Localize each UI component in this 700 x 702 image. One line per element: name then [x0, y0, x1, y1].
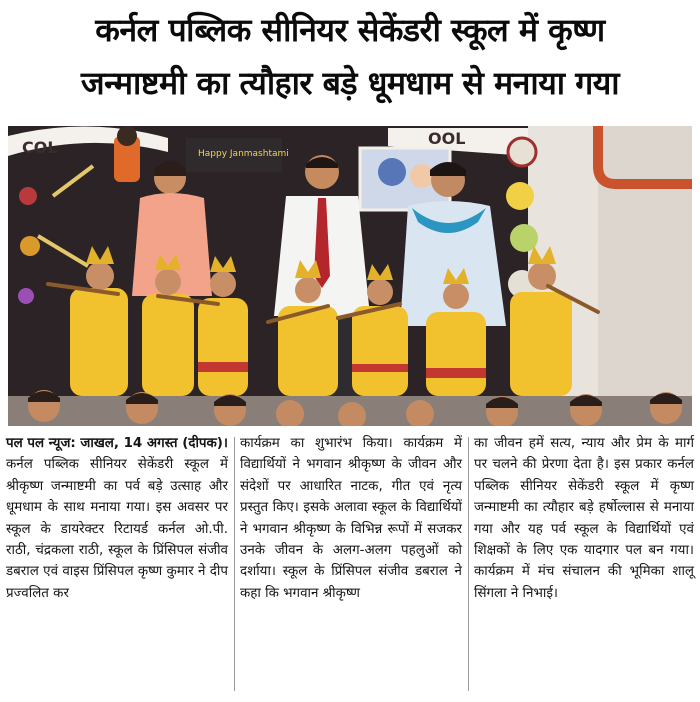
banner-text-left: COL — [22, 138, 58, 157]
article-body — [6, 433, 694, 695]
headline-line-1: कर्नल पब्लिक सीनियर सेकेंडरी स्कूल में कृष्ण — [95, 11, 605, 49]
column-divider — [468, 437, 469, 691]
event-photo — [8, 126, 692, 426]
article-column-3: का जीवन हमें सत्य, न्याय और प्रेम के मार्ग पर चलने की प्रेरणा देता है। इस प्रकार कर्नल पब्लिक सीनियर सेकेंडरी स्कूल में कृष्ण जन्माष्टमी का त्यौहार बड़े हर्षोल्लास से मनाया गया और यह पर्व स्कूल के विद्यार्थियों एवं शिक्षकों के लिए एक यादगार पल बन गया। कार्यक्रम में मंच संचालन की भूमिका शालू सिंगला ने निभाई। — [474, 436, 694, 601]
article-column-2: कार्यक्रम का शुभारंभ किया। कार्यक्रम में विद्यार्थियों ने भगवान श्रीकृष्ण के जीवन और संदेशों पर आधारित नाटक, गीत एवं नृत्य प्रस्तुत किए। इसके अलावा स्कूल के विद्यार्थियों ने भगवान श्रीकृष्ण के विभिन्न रूपों में सजकर उनके जीवन के अलग-अलग पहलुओं को दर्शाया। स्कूल के प्रिंसिपल संजीव डबराल ने कहा कि भगवान श्रीकृष्ण — [240, 436, 462, 601]
board-text: Happy Janmashtami — [198, 149, 289, 159]
banner-text-right: OOL — [428, 129, 466, 148]
headline-line-2: जन्माष्टमी का त्यौहार बड़े धूमधाम से मनाया गया — [80, 64, 620, 102]
column-divider — [234, 437, 235, 691]
dateline: पल पल न्यूज: जाखल, 14 अगस्त (दीपक)। — [6, 436, 228, 451]
column-1-text: कर्नल पब्लिक सीनियर सेकेंडरी स्कूल में श्रीकृष्ण जन्माष्टमी का पर्व बड़े उत्साह और धूमधाम के साथ मनाया गया। इस अवसर पर स्कूल के डायरेक्टर रिटायर्ड कर्नल ओ.पी. राठी, चंद्रकला राठी, स्कूल के प्रिंसिपल संजीव डबराल एवं वाइस प्रिंसिपल कृष्ण कुमार ने दीप प्रज्वलित कर — [6, 457, 228, 601]
article-column-1 — [6, 433, 228, 695]
